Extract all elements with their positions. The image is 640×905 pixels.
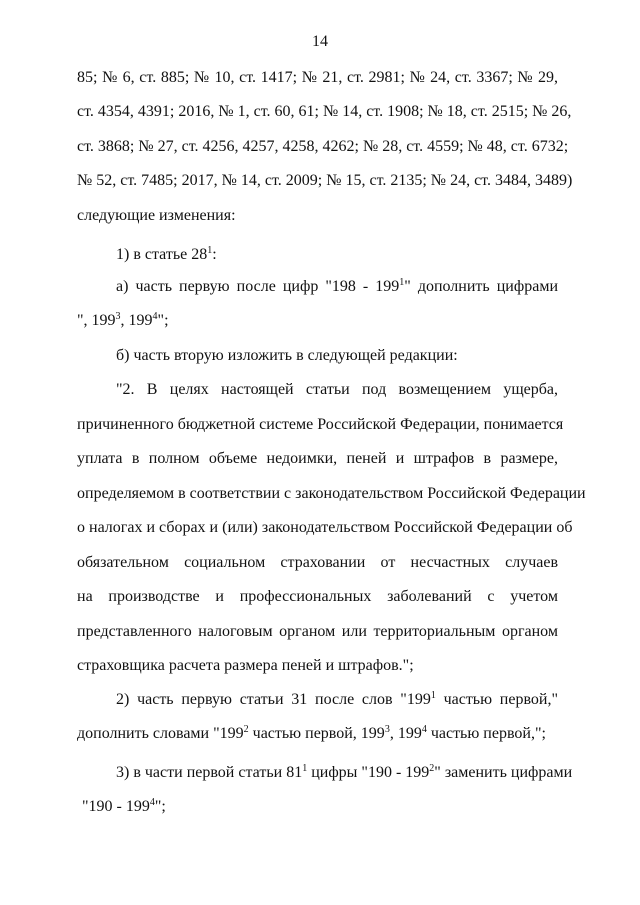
item-3-line-2: "$190 - 199^4$"; <box>82 797 166 815</box>
item-3-line-1: 3) в части первой статьи $81^1$ цифры "$190 - 199^2$" заменить цифрами <box>116 763 573 781</box>
item-1a-line-2: ", $199^3$, $199^4$"; <box>77 311 169 329</box>
intro-line-3: ст. 3868; № 27, ст. 4256, 4257, 4258, 4262; № 28, ст. 4559; № 48, ст. 6732; <box>77 138 569 155</box>
intro-line-1: 85; № 6, ст. 885; № 10, ст. 1417; № 21, ст. 2981; № 24, ст. 3367; № 29, <box>77 69 558 86</box>
page-number: 14 <box>312 33 328 50</box>
intro-line-5: следующие изменения: <box>77 207 236 224</box>
intro-line-2: ст. 4354, 4391; 2016, № 1, ст. 60, 61; № 14, ст. 1908; № 18, ст. 2515; № 26, <box>77 103 572 120</box>
item-2-line-1: 2) часть первую статьи 31 после слов "$199^1$ частью первой," <box>116 690 559 708</box>
quote-line-3: уплата в полном объеме недоимки, пеней и штрафов в размере, <box>77 450 558 467</box>
item-1a-line-1: а) часть первую после цифр "$198 - 199^1$" дополнить цифрами <box>116 277 559 295</box>
quote-line-8: представленного налоговым органом или территориальным органом <box>77 623 558 640</box>
item-2-line-2: дополнить словами "$199^2$ частью первой, $199^3$, $199^4$ частью первой,"; <box>77 724 546 742</box>
quote-line-1: "2. В целях настоящей статьи под возмещением ущерба, <box>116 381 558 398</box>
quote-line-6: обязательном социальном страховании от несчастных случаев <box>77 554 558 571</box>
quote-line-9: страховщика расчета размера пеней и штрафов."; <box>77 657 414 674</box>
item-1b-line: б) часть вторую изложить в следующей редакции: <box>116 347 458 364</box>
quote-line-2: причиненного бюджетной системе Российской Федерации, понимается <box>77 416 564 433</box>
quote-line-4: определяемом в соответствии с законодательством Российской Федерации <box>77 485 586 502</box>
intro-line-4: № 52, ст. 7485; 2017, № 14, ст. 2009; № 15, ст. 2135; № 24, ст. 3484, 3489) <box>77 172 573 189</box>
quote-line-7: на производстве и профессиональных заболеваний с учетом <box>77 588 558 605</box>
quote-line-5: о налогах и сборах и (или) законодательством Российской Федерации об <box>77 519 573 536</box>
item-1-heading: 1) в статье $28^1$: <box>116 245 217 263</box>
